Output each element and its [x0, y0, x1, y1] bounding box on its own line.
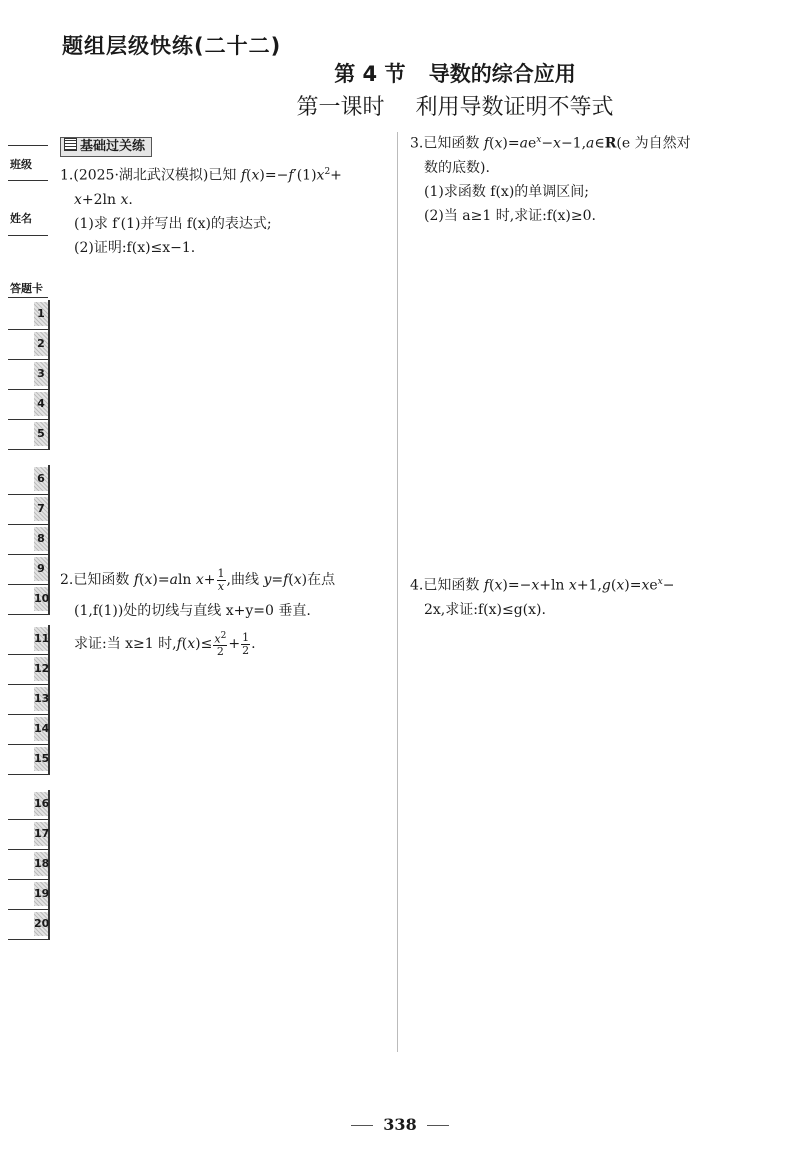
answer-card-row[interactable] [8, 360, 48, 390]
section-badge [60, 137, 152, 157]
series-title: 题组层级快练(二十二) [62, 34, 282, 58]
problem-2 [60, 565, 390, 659]
answer-card-label: 答题卡 [10, 282, 43, 295]
answer-card-number: 12 [34, 657, 48, 681]
problem-1-part-2: (2)证明:f(x)≤x−1. [74, 239, 196, 256]
problem-3-part-2: (2)当 a≥1 时,求证:f(x)≥0. [424, 207, 596, 224]
problem-3 [410, 128, 760, 228]
problem-2-claim: 求证:当 x≥1 时,f(x)≤ $\frac{x^2}{2}$ + $\frac{1}{2}$ . [74, 630, 256, 659]
answer-card-number: 18 [34, 852, 48, 876]
answer-card-number: 1 [34, 302, 48, 326]
answer-card-sidebar [0, 140, 50, 940]
problem-4-statement: 4.已知函数 f(x)=−x+ln $x+1,g(x)=xe^x-$ [410, 577, 675, 594]
answer-card-row[interactable] [8, 880, 48, 910]
problem-1: 1.(2025·湖北武汉模拟)已知 $f(x)=-f'(1)x^2+$ x+2ln x. (1)求 f′(1)并写出 f(x)的表达式; (2)证明:f(x)≤x−1. [60, 160, 390, 260]
answer-card-number: 15 [34, 747, 48, 771]
problem-1-part-1: (1)求 f′(1)并写出 f(x)的表达式; [74, 215, 272, 232]
lesson-title [0, 90, 800, 121]
answer-card-row[interactable] [8, 555, 48, 585]
answer-card-group [8, 300, 50, 450]
answer-card-number: 3 [34, 362, 48, 386]
answer-card-row[interactable] [8, 300, 48, 330]
problem-1-statement: 1.(2025·湖北武汉模拟)已知 $f(x)=-f'(1)x^2+$ [60, 167, 342, 184]
problem-2-statement: 2.已知函数 f(x)=aln x+ $\frac{1}{x}$ ,曲线 y=f(x)在点 [60, 566, 336, 593]
answer-card-row[interactable] [8, 685, 48, 715]
answer-card-row[interactable] [8, 420, 48, 450]
page-number: 338 [0, 1115, 800, 1134]
class-label: 班级 [10, 158, 32, 171]
answer-card-number: 19 [34, 882, 48, 906]
answer-card-row[interactable] [8, 525, 48, 555]
problem-2-line-2: (1,f(1))处的切线与直线 x+y=0 垂直. [74, 603, 311, 619]
problem-3-line-2: 数的底数). [424, 159, 490, 176]
answer-card-number: 14 [34, 717, 48, 741]
notebook-icon [64, 138, 77, 151]
answer-card-row[interactable] [8, 465, 48, 495]
answer-card-number: 2 [34, 332, 48, 356]
problem-3-statement: 3.已知函数 $f(x)=ae^x-x-1,a\in R(e$ 为自然对 [410, 135, 691, 152]
problem-4 [410, 570, 760, 622]
problem-4-line-2: 2x,求证:f(x)≤g(x). [424, 601, 546, 618]
lesson-name: 利用导数证明不等式 [415, 95, 614, 120]
answer-card-number: 17 [34, 822, 48, 846]
problem-3-part-1: (1)求函数 f(x)的单调区间; [424, 183, 589, 200]
answer-card-number: 6 [34, 467, 48, 491]
answer-card-number: 4 [34, 392, 48, 416]
answer-card-row[interactable] [8, 745, 48, 775]
answer-card-number: 11 [34, 627, 48, 651]
answer-card-number: 13 [34, 687, 48, 711]
badge-label: 基础过关练 [80, 139, 146, 154]
answer-card-row[interactable] [8, 495, 48, 525]
section-number: 第 4 节 [334, 62, 406, 86]
answer-card-row[interactable] [8, 820, 48, 850]
answer-card-number: 16 [34, 792, 48, 816]
answer-card-group [8, 465, 50, 615]
answer-card-row[interactable] [8, 655, 48, 685]
answer-card-row[interactable] [8, 715, 48, 745]
column-divider [397, 132, 398, 1052]
answer-card-number: 9 [34, 557, 48, 581]
section-title [0, 58, 800, 88]
answer-card-row[interactable] [8, 790, 48, 820]
answer-card-group [8, 790, 50, 940]
answer-card-number: 8 [34, 527, 48, 551]
answer-card-row[interactable] [8, 390, 48, 420]
answer-card-row[interactable] [8, 585, 48, 615]
answer-card-group [8, 625, 50, 775]
answer-card-row[interactable] [8, 850, 48, 880]
answer-card-row[interactable] [8, 910, 48, 940]
answer-card-number: 7 [34, 497, 48, 521]
answer-card-row[interactable] [8, 330, 48, 360]
name-label: 姓名 [10, 212, 32, 225]
section-name: 导数的综合应用 [428, 62, 576, 86]
answer-card-number: 5 [34, 422, 48, 446]
lesson-number: 第一课时 [296, 95, 385, 120]
answer-card-number: 10 [34, 587, 48, 611]
answer-card-number: 20 [34, 912, 48, 936]
answer-card-row[interactable] [8, 625, 48, 655]
